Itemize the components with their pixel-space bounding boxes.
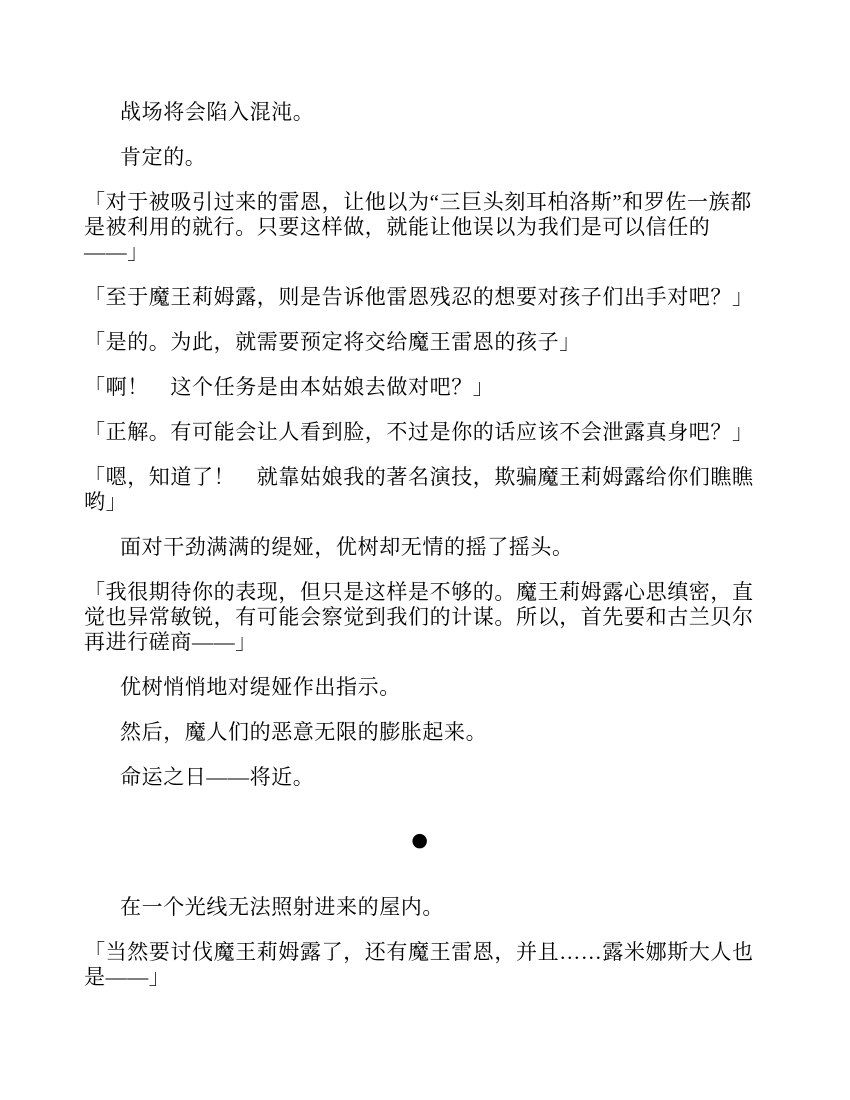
paragraph-narration: 面对干劲满满的缇娅，优树却无情的摇了摇头。 — [120, 535, 574, 559]
paragraph-dialogue: 「至于魔王莉姆露，则是告诉他雷恩残忍的想要对孩子们出手对吧？」 — [84, 285, 754, 309]
paragraph-dialogue: 「是的。为此，就需要预定将交给魔王雷恩的孩子」 — [84, 330, 581, 354]
scene-separator: ● — [411, 829, 429, 851]
paragraph-narration: 战场将会陷入混沌。 — [120, 100, 315, 124]
paragraph-dialogue: 「我很期待你的表现，但只是这样是不够的。魔王莉姆露心思缜密，直觉也异常敏锐，有可能会察觉到我们的计谋。所以，首先要和古兰贝尔再进行磋商——」 — [84, 580, 754, 654]
paragraph-dialogue: 「对于被吸引过来的雷恩，让他以为“三巨头刻耳柏洛斯”和罗佐一族都是被利用的就行。只要这样做，就能让他误以为我们是可以信任的——」 — [84, 190, 752, 264]
paragraph-narration: 优树悄悄地对缇娅作出指示。 — [120, 675, 401, 699]
paragraph-narration: 在一个光线无法照射进来的屋内。 — [120, 895, 444, 919]
paragraph-dialogue: 「啊！ 这个任务是由本姑娘去做对吧？」 — [84, 375, 495, 399]
novel-text-content — [84, 100, 756, 1010]
paragraph-dialogue: 「正解。有可能会让人看到脸，不过是你的话应该不会泄露真身吧？」 — [84, 420, 754, 444]
paragraph-dialogue: 「嗯，知道了！ 就靠姑娘我的著名演技，欺骗魔王莉姆露给你们瞧瞧哟」 — [84, 465, 754, 514]
paragraph-narration: 肯定的。 — [120, 145, 207, 169]
paragraph-narration: 命运之日——将近。 — [120, 765, 315, 789]
paragraph-narration: 然后，魔人们的恶意无限的膨胀起来。 — [120, 720, 488, 744]
paragraph-dialogue: 「当然要讨伐魔王莉姆露了，还有魔王雷恩，并且……露米娜斯大人也是——」 — [84, 940, 754, 989]
